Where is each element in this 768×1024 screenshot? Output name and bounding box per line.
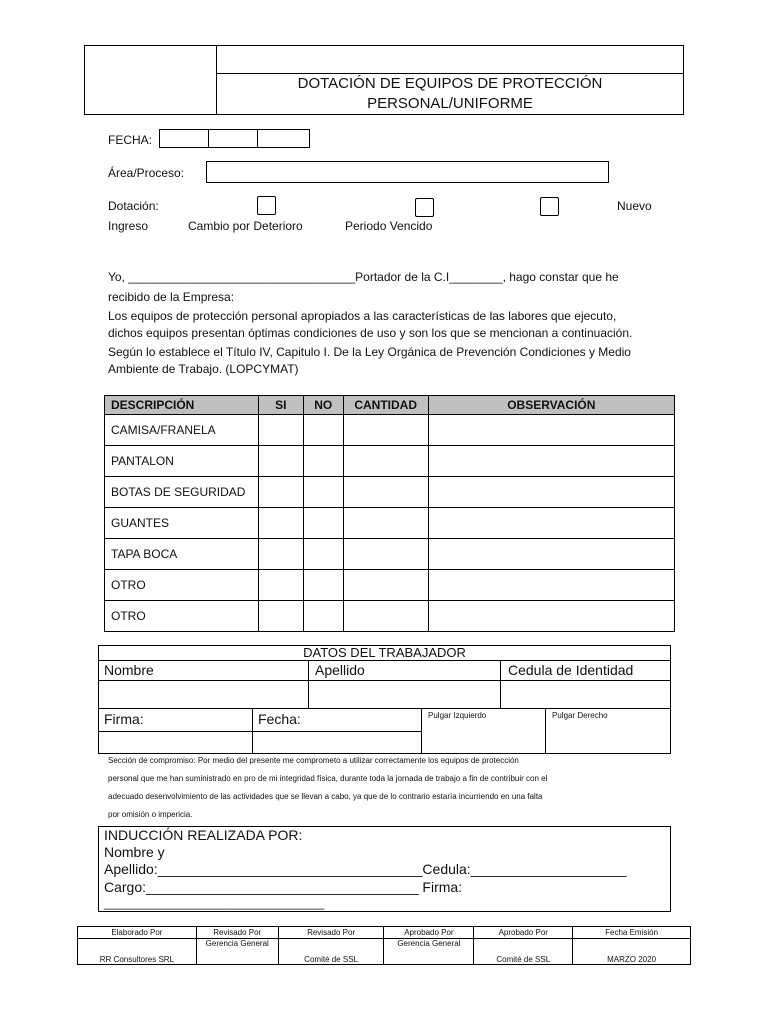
no-cell[interactable] bbox=[303, 446, 343, 477]
statement-para2: dichos equipos presentan óptimas condiciones de uso y son los que se mencionan a continuación. bbox=[108, 326, 633, 340]
footer-header: Elaborado Por bbox=[78, 927, 197, 939]
induction-line4[interactable]: _________________________________ bbox=[104, 896, 325, 910]
page-title-line1: DOTACIÓN DE EQUIPOS DE PROTECCIÓN bbox=[297, 75, 603, 92]
no-cell[interactable] bbox=[303, 601, 343, 632]
no-cell[interactable] bbox=[303, 477, 343, 508]
cantidad-cell[interactable] bbox=[343, 415, 428, 446]
si-cell[interactable] bbox=[258, 601, 303, 632]
pulgar-izq-label: Pulgar Izquierdo bbox=[428, 711, 487, 720]
fecha-day-field[interactable] bbox=[159, 129, 209, 148]
equipment-header-row bbox=[105, 396, 675, 415]
no-cell[interactable] bbox=[303, 508, 343, 539]
statement-line2: recibido de la Empresa: bbox=[108, 290, 235, 304]
footer-approval-table bbox=[77, 926, 691, 965]
item-label: OTRO bbox=[105, 601, 259, 632]
commitment-line4: por omisión o impericia. bbox=[108, 810, 193, 819]
si-cell[interactable] bbox=[258, 446, 303, 477]
pulgar-der-field[interactable] bbox=[546, 722, 670, 753]
cantidad-cell[interactable] bbox=[343, 601, 428, 632]
no-cell[interactable] bbox=[303, 539, 343, 570]
footer-value: Gerencia General bbox=[397, 939, 461, 948]
area-label: Área/Proceso: bbox=[108, 166, 185, 180]
fecha-month-field[interactable] bbox=[208, 129, 258, 148]
col-cantidad: CANTIDAD bbox=[343, 396, 428, 415]
statement-line1: Yo, __________________________________Portador de la C.I________, hago constar que he bbox=[108, 270, 619, 284]
table-row bbox=[105, 477, 675, 508]
si-cell[interactable] bbox=[258, 477, 303, 508]
statement-para4: Ambiente de Trabajo. (LOPCYMAT) bbox=[108, 362, 299, 376]
si-cell[interactable] bbox=[258, 570, 303, 601]
cantidad-cell[interactable] bbox=[343, 446, 428, 477]
fecha-year-field[interactable] bbox=[257, 129, 310, 148]
fecha-worker-label: Fecha: bbox=[258, 711, 301, 727]
cantidad-cell[interactable] bbox=[343, 477, 428, 508]
nombre-label: Nombre bbox=[104, 662, 154, 678]
footer-value: Comité de SSL bbox=[304, 955, 358, 964]
worker-line-3 bbox=[98, 708, 671, 709]
footer-header: Revisado Por bbox=[278, 927, 384, 939]
footer-cell bbox=[78, 939, 197, 965]
statement-para3: Según lo establece el Título IV, Capitulo I. De la Ley Orgánica de Prevención Condiciones y Medio bbox=[108, 345, 631, 359]
no-cell[interactable] bbox=[303, 415, 343, 446]
si-cell[interactable] bbox=[258, 415, 303, 446]
apellido-field[interactable] bbox=[309, 681, 499, 707]
header-divider bbox=[216, 73, 684, 74]
col-observacion: OBSERVACIÓN bbox=[428, 396, 674, 415]
ingreso-label: Ingreso bbox=[108, 219, 149, 233]
table-row bbox=[105, 446, 675, 477]
checkbox-periodo-vencido[interactable] bbox=[540, 197, 559, 216]
footer-cell bbox=[278, 939, 384, 965]
observacion-cell[interactable] bbox=[428, 570, 674, 601]
table-row bbox=[105, 539, 675, 570]
induction-title: INDUCCIÓN REALIZADA POR: bbox=[104, 827, 303, 843]
cantidad-cell[interactable] bbox=[343, 570, 428, 601]
induction-line1: Nombre y bbox=[104, 844, 165, 860]
footer-cell bbox=[384, 939, 474, 965]
area-field[interactable] bbox=[206, 161, 609, 183]
page-title-line2: PERSONAL/UNIFORME bbox=[367, 95, 533, 112]
footer-cell bbox=[474, 939, 573, 965]
commitment-line1: Sección de compromiso: Por medio del presente me comprometo a utilizar correctamente los equipos de protección bbox=[108, 756, 519, 765]
periodo-label: Periodo Vencido bbox=[345, 219, 433, 233]
col-no: NO bbox=[303, 396, 343, 415]
cambio-label: Cambio por Deterioro bbox=[188, 219, 303, 233]
footer-header: Fecha Emisión bbox=[573, 927, 691, 939]
observacion-cell[interactable] bbox=[428, 415, 674, 446]
commitment-line2: personal que me han suministrado en pro de mi integridad física, durante toda la jornada de trabajo a fin de contribuir con el bbox=[108, 774, 548, 783]
footer-value: MARZO 2020 bbox=[607, 955, 657, 964]
footer-value: RR Consultores SRL bbox=[99, 955, 175, 964]
table-row bbox=[105, 508, 675, 539]
table-row bbox=[105, 570, 675, 601]
dotacion-label: Dotación: bbox=[108, 199, 159, 213]
col-si: SI bbox=[258, 396, 303, 415]
fecha-worker-field[interactable] bbox=[253, 732, 420, 753]
nombre-field[interactable] bbox=[99, 681, 307, 707]
nuevo-label: Nuevo bbox=[617, 199, 652, 213]
table-row bbox=[105, 415, 675, 446]
observacion-cell[interactable] bbox=[428, 601, 674, 632]
observacion-cell[interactable] bbox=[428, 446, 674, 477]
si-cell[interactable] bbox=[258, 539, 303, 570]
item-label: BOTAS DE SEGURIDAD bbox=[105, 477, 259, 508]
item-label: OTRO bbox=[105, 570, 259, 601]
footer-header: Aprobado Por bbox=[384, 927, 474, 939]
observacion-cell[interactable] bbox=[428, 539, 674, 570]
firma-field[interactable] bbox=[99, 732, 251, 753]
table-row bbox=[105, 601, 675, 632]
induction-line2[interactable]: Apellido:__________________________________Cedula:____________________ bbox=[104, 861, 627, 877]
cedula-field[interactable] bbox=[501, 681, 670, 707]
pulgar-der-label: Pulgar Derecho bbox=[552, 711, 608, 720]
col-descripcion: DESCRIPCIÓN bbox=[105, 396, 259, 415]
cantidad-cell[interactable] bbox=[343, 539, 428, 570]
si-cell[interactable] bbox=[258, 508, 303, 539]
fecha-label: FECHA: bbox=[108, 133, 153, 147]
statement-para1: Los equipos de protección personal apropiados a las características de las labores que ejecuto, bbox=[108, 309, 617, 323]
item-label: PANTALON bbox=[105, 446, 259, 477]
observacion-cell[interactable] bbox=[428, 508, 674, 539]
commitment-line3: adecuado desenvolvimiento de las actividades que se llevan a cabo, ya que de lo contrario estaría incurriendo en una falta bbox=[108, 792, 543, 801]
firma-label: Firma: bbox=[104, 711, 144, 727]
cantidad-cell[interactable] bbox=[343, 508, 428, 539]
footer-value: Gerencia General bbox=[205, 939, 269, 948]
induction-line3[interactable]: Cargo:___________________________________ Firma: bbox=[104, 879, 463, 895]
footer-value: Comité de SSL bbox=[496, 955, 551, 964]
apellido-label: Apellido bbox=[315, 662, 365, 678]
checkbox-nuevo-ingreso[interactable] bbox=[257, 196, 276, 215]
checkbox-cambio-deterioro[interactable] bbox=[415, 198, 434, 217]
item-label: CAMISA/FRANELA bbox=[105, 415, 259, 446]
worker-line-1 bbox=[98, 660, 671, 661]
pulgar-izq-field[interactable] bbox=[422, 722, 544, 753]
equipment-table bbox=[104, 395, 675, 632]
footer-header: Revisado Por bbox=[196, 927, 278, 939]
item-label: TAPA BOCA bbox=[105, 539, 259, 570]
footer-cell bbox=[573, 939, 691, 965]
footer-header: Aprobado Por bbox=[474, 927, 573, 939]
item-label: GUANTES bbox=[105, 508, 259, 539]
no-cell[interactable] bbox=[303, 570, 343, 601]
footer-cell bbox=[196, 939, 278, 965]
observacion-cell[interactable] bbox=[428, 477, 674, 508]
worker-section-title: DATOS DEL TRABAJADOR bbox=[303, 645, 466, 660]
cedula-label: Cedula de Identidad bbox=[508, 662, 634, 678]
